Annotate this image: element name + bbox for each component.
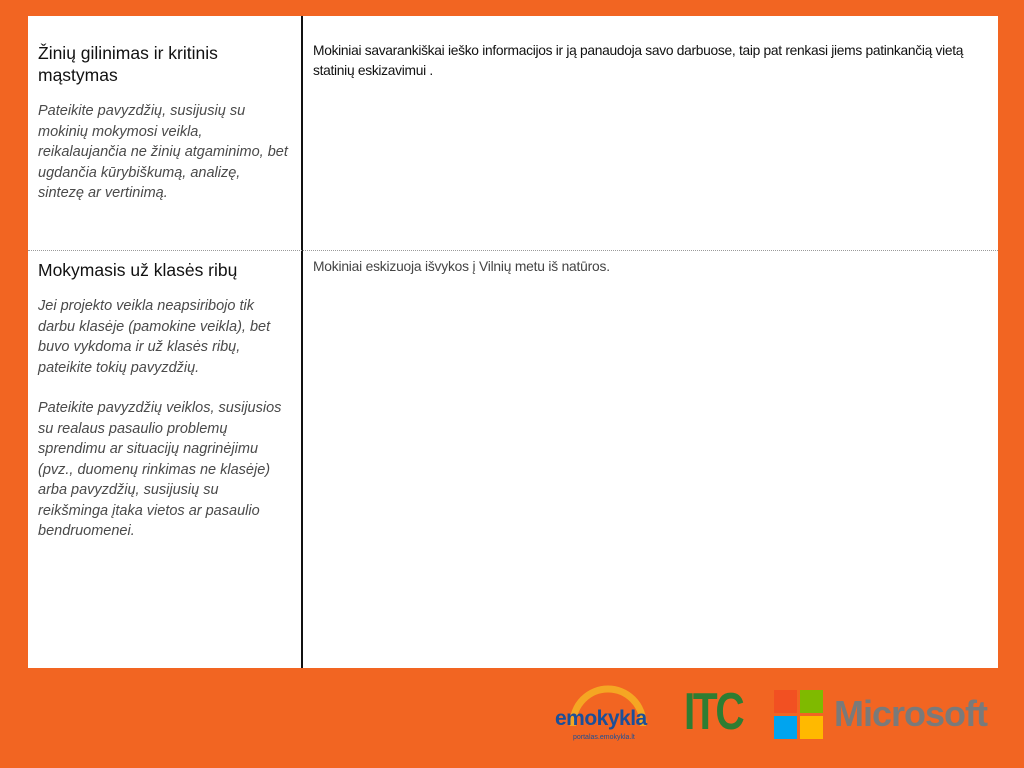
ms-green-square bbox=[800, 690, 823, 713]
ms-blue-square bbox=[774, 716, 797, 739]
row1-answer-cell[interactable] bbox=[313, 41, 973, 81]
column-divider bbox=[301, 16, 303, 668]
emokykla-wordmark: emokykla bbox=[555, 707, 647, 730]
ms-yellow-square bbox=[800, 716, 823, 739]
row1-description: Pateikite pavyzdžių, susijusių su mokinių mokymosi veikla, reikalaujančia ne žinių atgaminimo, bet ugdančia kūrybiškumą, analizę, sintezę ar vertinimą. bbox=[38, 103, 288, 201]
emokykla-subtitle: portalas.emokykla.lt bbox=[573, 734, 635, 741]
row2-answer-cell[interactable] bbox=[313, 257, 973, 277]
row1-label-cell bbox=[38, 42, 288, 204]
row-divider bbox=[28, 250, 998, 251]
row2-description-2: Pateikite pavyzdžių veiklos, susijusios su realaus pasaulio problemų sprendimu ar situacijų nagrinėjimu (pvz., duomenų rinkimas ne klasėje) arba pavyzdžių, susijusių su reikšminga įtaka vietos ar pasaulio bendruomenei. bbox=[38, 400, 282, 539]
microsoft-windows-icon bbox=[774, 690, 824, 740]
row2-answer: Mokiniai eskizuoja išvykos į Vilnių metu iš natūros. bbox=[313, 259, 610, 274]
itc-logo: ITC bbox=[684, 683, 743, 741]
microsoft-wordmark: Microsoft bbox=[834, 693, 987, 734]
row2-description-1: Jei projekto veikla neapsiribojo tik darbu klasėje (pamokine veikla), bet buvo vykdoma ir už klasės ribų, pateikite tokių pavyzdžių. bbox=[38, 298, 271, 376]
row2-heading: Mokymasis už klasės ribų bbox=[38, 260, 238, 280]
row1-heading: Žinių gilinimas ir kritinis mąstymas bbox=[38, 43, 218, 85]
row1-answer: Mokiniai savarankiškai ieško informacijos ir ją panaudoja savo darbuose, taip pat renkasi jiems patinkančią vietą statinių eskizavimui . bbox=[313, 43, 964, 78]
row2-label-cell bbox=[38, 259, 288, 542]
content-table bbox=[28, 16, 998, 668]
footer-logos bbox=[0, 680, 1024, 768]
ms-red-square bbox=[774, 690, 797, 713]
emokykla-logo bbox=[553, 680, 661, 748]
